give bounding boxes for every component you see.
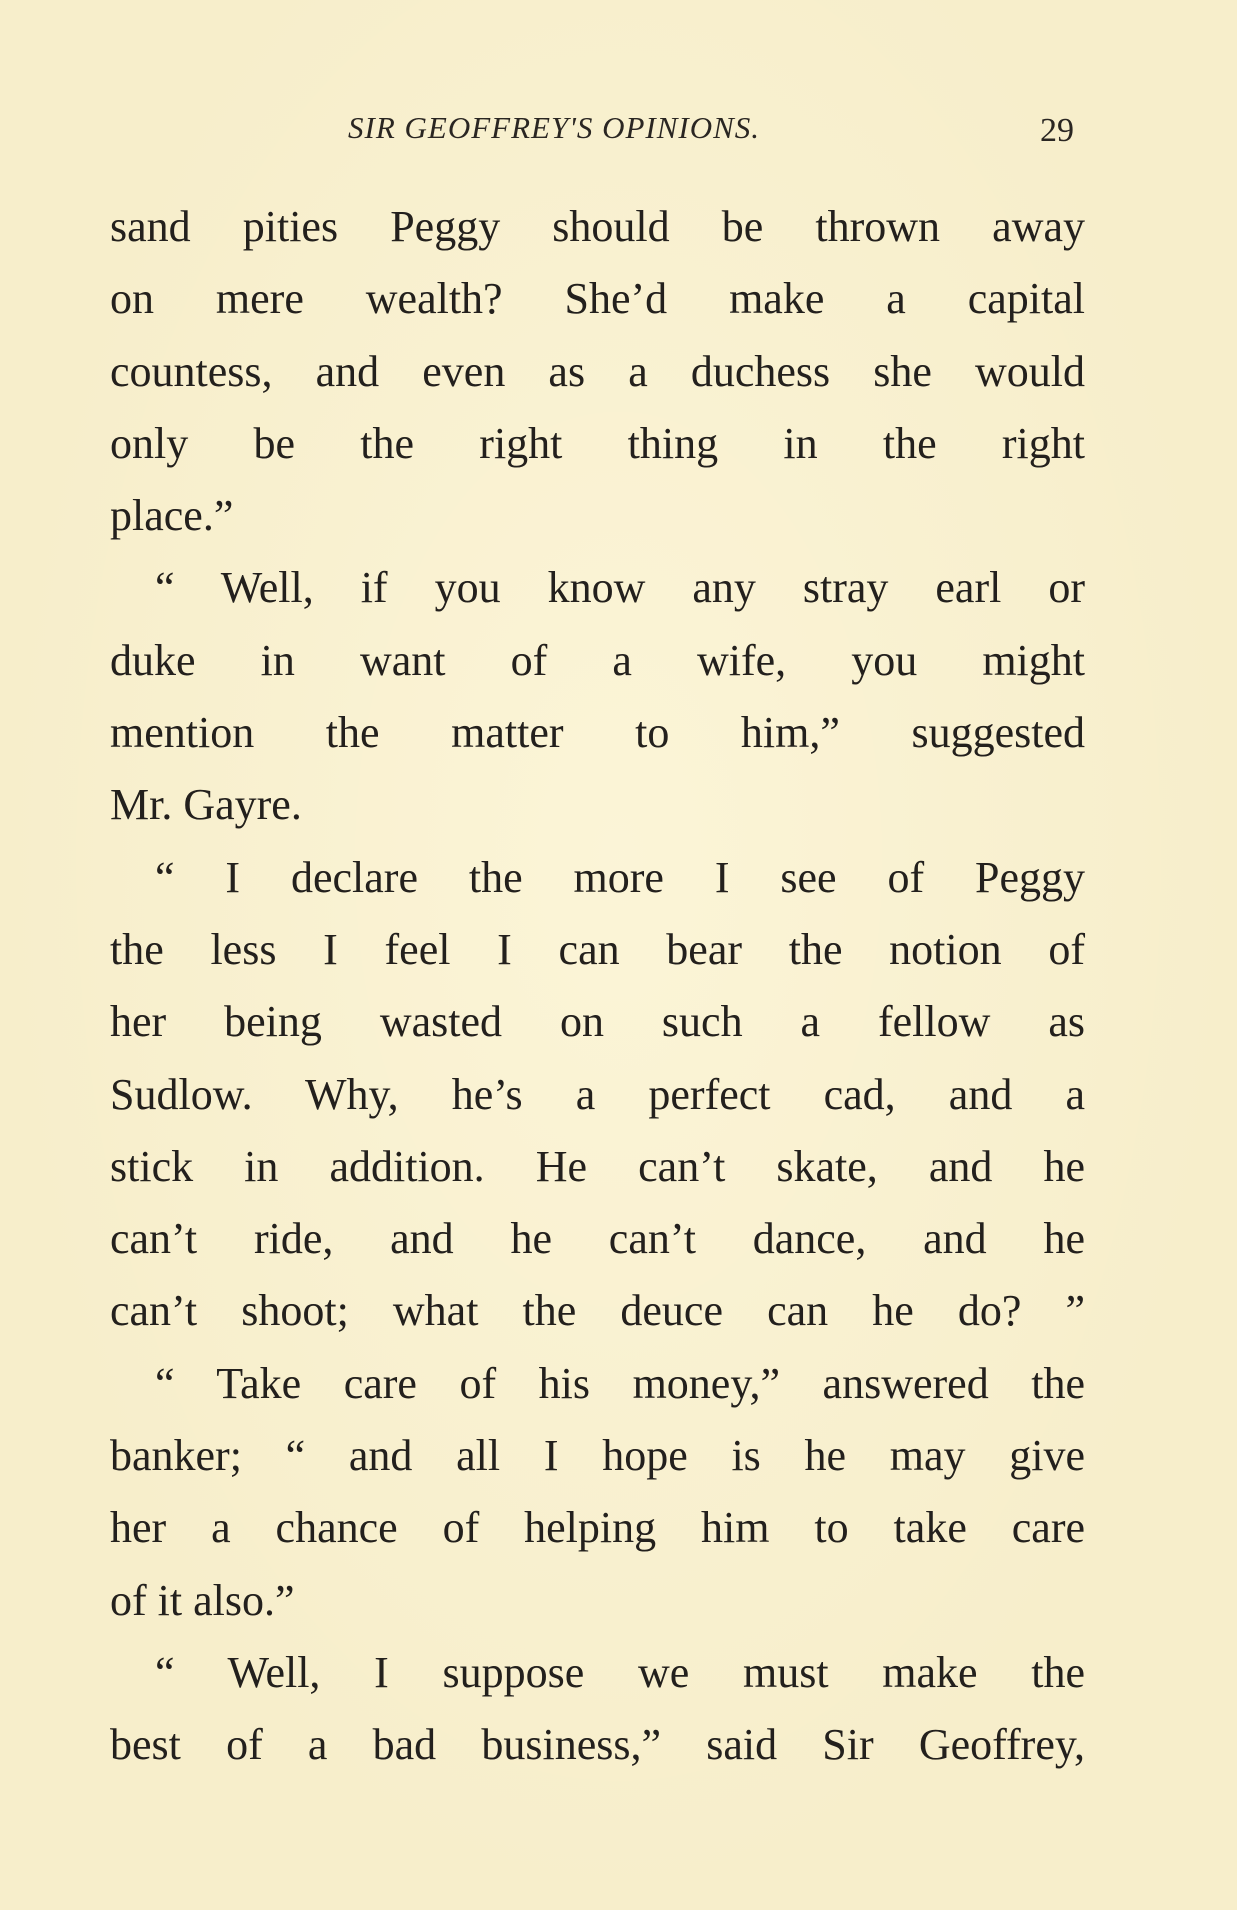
text-line: Sudlow. Why, he’s a perfect cad, and a: [110, 1069, 1085, 1119]
text-line: her being wasted on such a fellow as: [110, 997, 1085, 1047]
text-line: “ I declare the more I see of Peggy: [155, 852, 1085, 902]
text-line: mention the matter to him,” suggested: [110, 708, 1085, 758]
text-line: the less I feel I can bear the notion of: [110, 924, 1085, 974]
text-line: “ Well, if you know any stray earl or: [155, 563, 1085, 613]
text-line: can’t shoot; what the deuce can he do? ”: [110, 1286, 1085, 1336]
text-line: can’t ride, and he can’t dance, and he: [110, 1214, 1085, 1264]
text-line: only be the right thing in the right: [110, 418, 1085, 468]
page-header: [110, 100, 1090, 150]
body-text: [110, 191, 1085, 1782]
text-line: countess, and even as a duchess she would: [110, 346, 1085, 396]
text-line: “ Well, I suppose we must make the: [155, 1647, 1085, 1697]
text-line: of it also.”: [110, 1575, 295, 1625]
text-line: sand pities Peggy should be thrown away: [110, 202, 1085, 251]
page-number: 29: [1040, 112, 1074, 149]
text-line: place.”: [110, 491, 234, 541]
running-title: SIR GEOFFREY'S OPINIONS.: [348, 110, 761, 145]
text-line: “ Take care of his money,” answered the: [155, 1358, 1085, 1408]
text-line: Mr. Gayre.: [110, 780, 302, 830]
text-line: best of a bad business,” said Sir Geoffrey,: [110, 1720, 1085, 1770]
text-line: on mere wealth? She’d make a capital: [110, 274, 1085, 324]
text-line: banker; “ and all I hope is he may give: [110, 1431, 1085, 1481]
text-line: stick in addition. He can’t skate, and he: [110, 1141, 1085, 1191]
text-line: duke in want of a wife, you might: [110, 635, 1085, 685]
text-line: her a chance of helping him to take care: [110, 1503, 1085, 1553]
